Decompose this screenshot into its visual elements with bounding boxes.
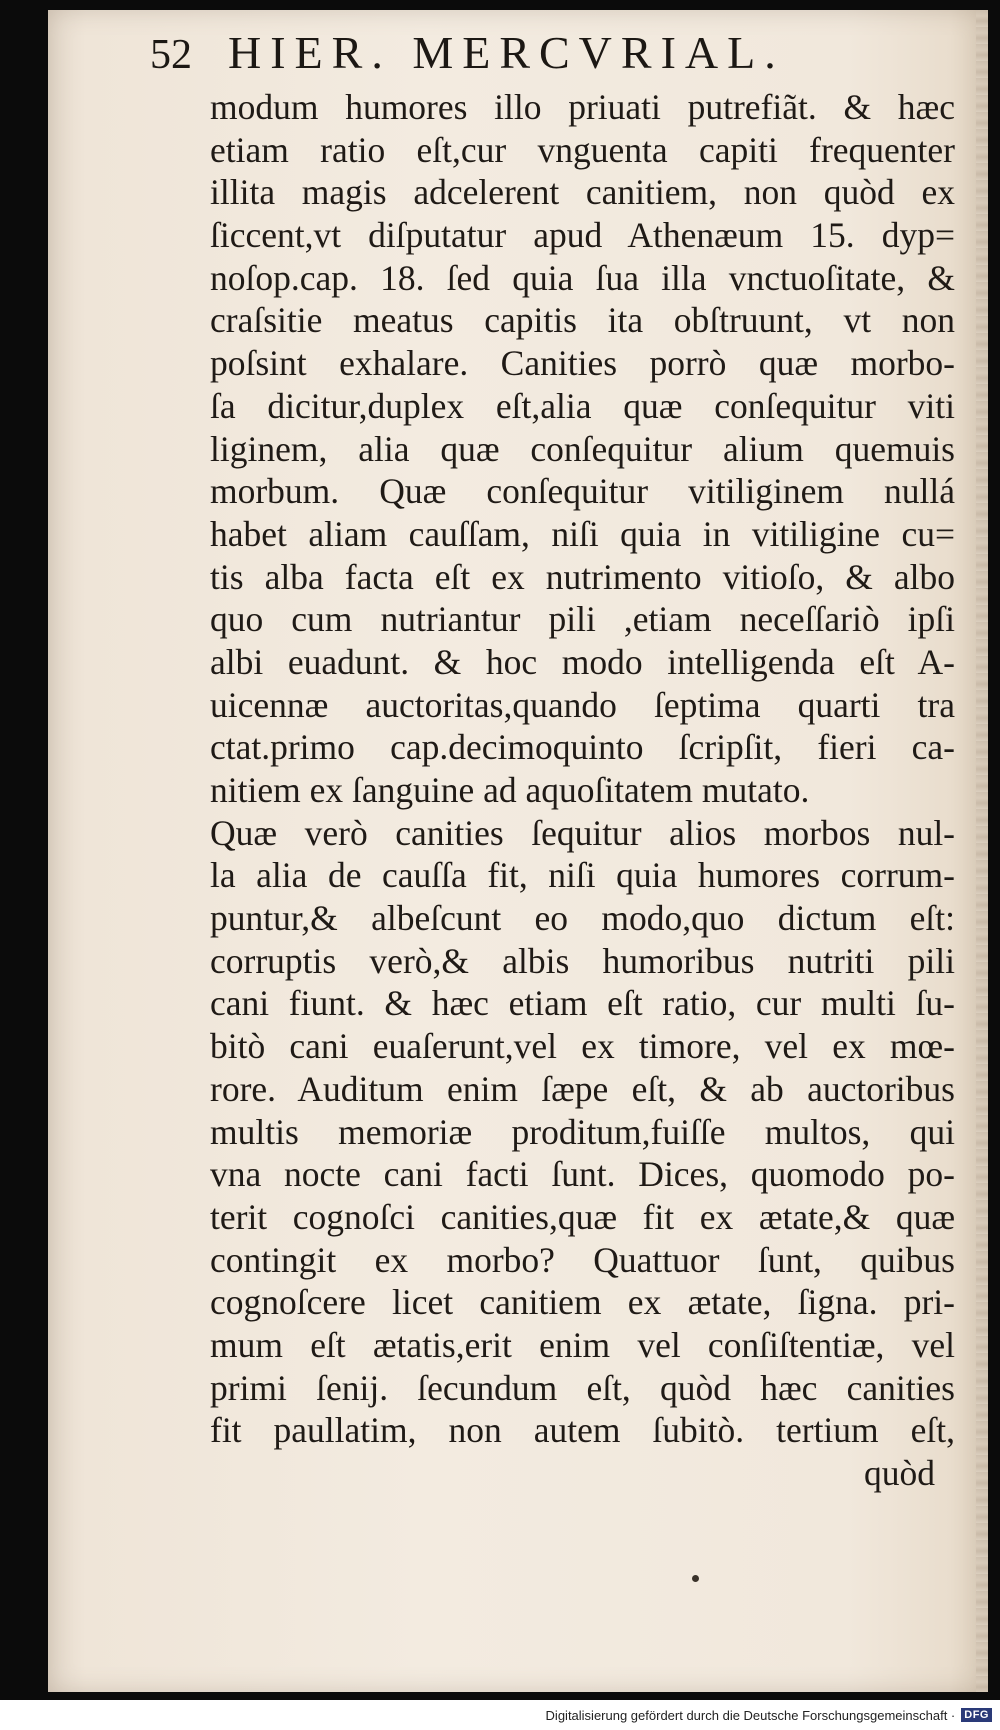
dfg-logo: DFG (961, 1708, 992, 1722)
text-line: modum humores illo priuati putrefiãt. & hæc (210, 87, 955, 127)
text-line: Quæ verò canities ſequitur alios morbos nul- (210, 812, 955, 853)
text-line: etiam ratio eſt,cur vnguenta capiti frequenter (210, 129, 955, 170)
text-line: multis memoriæ proditum,fuiſſe multos, qui (210, 1111, 955, 1152)
text-line: quo cum nutriantur pili ,etiam neceſſariò ipſi (210, 599, 955, 640)
text-block (210, 86, 955, 1495)
text-line: ctat.primo cap.decimoquinto ſcripſit, fieri ca- (210, 727, 955, 768)
digitization-credit: Digitalisierung gefördert durch die Deutsche Forschungsgemeinschaft · (545, 1707, 956, 1723)
text-line: tis alba facta eſt ex nutrimento vitioſo, & albo (210, 556, 955, 597)
text-line: puntur,& albeſcunt eo modo,quo dictum eſt: (210, 898, 955, 939)
text-line: la alia de cauſſa fit, niſi quia humores corrum- (210, 855, 955, 896)
text-line: cognoſcere licet canitiem ex ætate, ſigna. pri- (210, 1282, 955, 1323)
text-line: cani fiunt. & hæc etiam eſt ratio, cur multi ſu- (210, 983, 955, 1024)
running-head (150, 26, 950, 86)
text-line: fit paullatim, non autem ſubitò. tertium eſt, (210, 1410, 955, 1451)
text-line: bitò cani euaſerunt,vel ex timore, vel ex mœ- (210, 1026, 955, 1067)
text-line: primi ſenij. ſecundum eſt, quòd hæc canities (210, 1367, 955, 1408)
ink-dot (692, 1575, 699, 1582)
footer-band (0, 1700, 1000, 1730)
text-line: uicennæ auctoritas,quando ſeptima quarti tra (210, 684, 955, 725)
text-line: noſop.cap. 18. ſed quia ſua illa vnctuoſitate, & (210, 257, 955, 298)
text-line: corruptis verò,& albis humoribus nutriti pili (210, 940, 955, 981)
text-line: liginem, alia quæ conſequitur alium quemuis (210, 428, 955, 469)
text-line: contingit ex morbo? Quattuor ſunt, quibus (210, 1239, 955, 1280)
text-line: craſsitie meatus capitis ita obſtruunt, vt non (210, 300, 955, 341)
running-title: HIER. MERCVRIAL. (228, 27, 785, 78)
text-line: rore. Auditum enim ſæpe eſt, & ab auctoribus (210, 1068, 955, 1109)
text-line: mum eſt ætatis,erit enim vel conſiſtentiæ, vel (210, 1324, 955, 1365)
text-line: habet aliam cauſſam, niſi quia in vitiligine cu= (210, 513, 955, 554)
page-number: 52 (150, 32, 192, 78)
text-line: ſiccent,vt diſputatur apud Athenæum 15. dyp= (210, 215, 955, 256)
text-line: albi euadunt. & hoc modo intelligenda eſt A- (210, 641, 955, 682)
text-line: poſsint exhalare. Canities porrò quæ morbo- (210, 343, 955, 384)
text-line: vna nocte cani facti ſunt. Dices, quomodo po- (210, 1154, 955, 1195)
text-line: terit cognoſci canities,quæ fit ex ætate,& quæ (210, 1196, 955, 1237)
catchword: quòd (864, 1453, 935, 1493)
text-line: illita magis adcelerent canitiem, non quòd ex (210, 172, 955, 213)
text-line: nitiem ex ſanguine ad aquoſitatem mutato. (210, 770, 810, 810)
text-line: morbum. Quæ conſequitur vitiliginem nullá (210, 471, 955, 512)
page-edge (976, 10, 988, 1692)
text-line: ſa dicitur,duplex eſt,alia quæ conſequitur viti (210, 385, 955, 426)
